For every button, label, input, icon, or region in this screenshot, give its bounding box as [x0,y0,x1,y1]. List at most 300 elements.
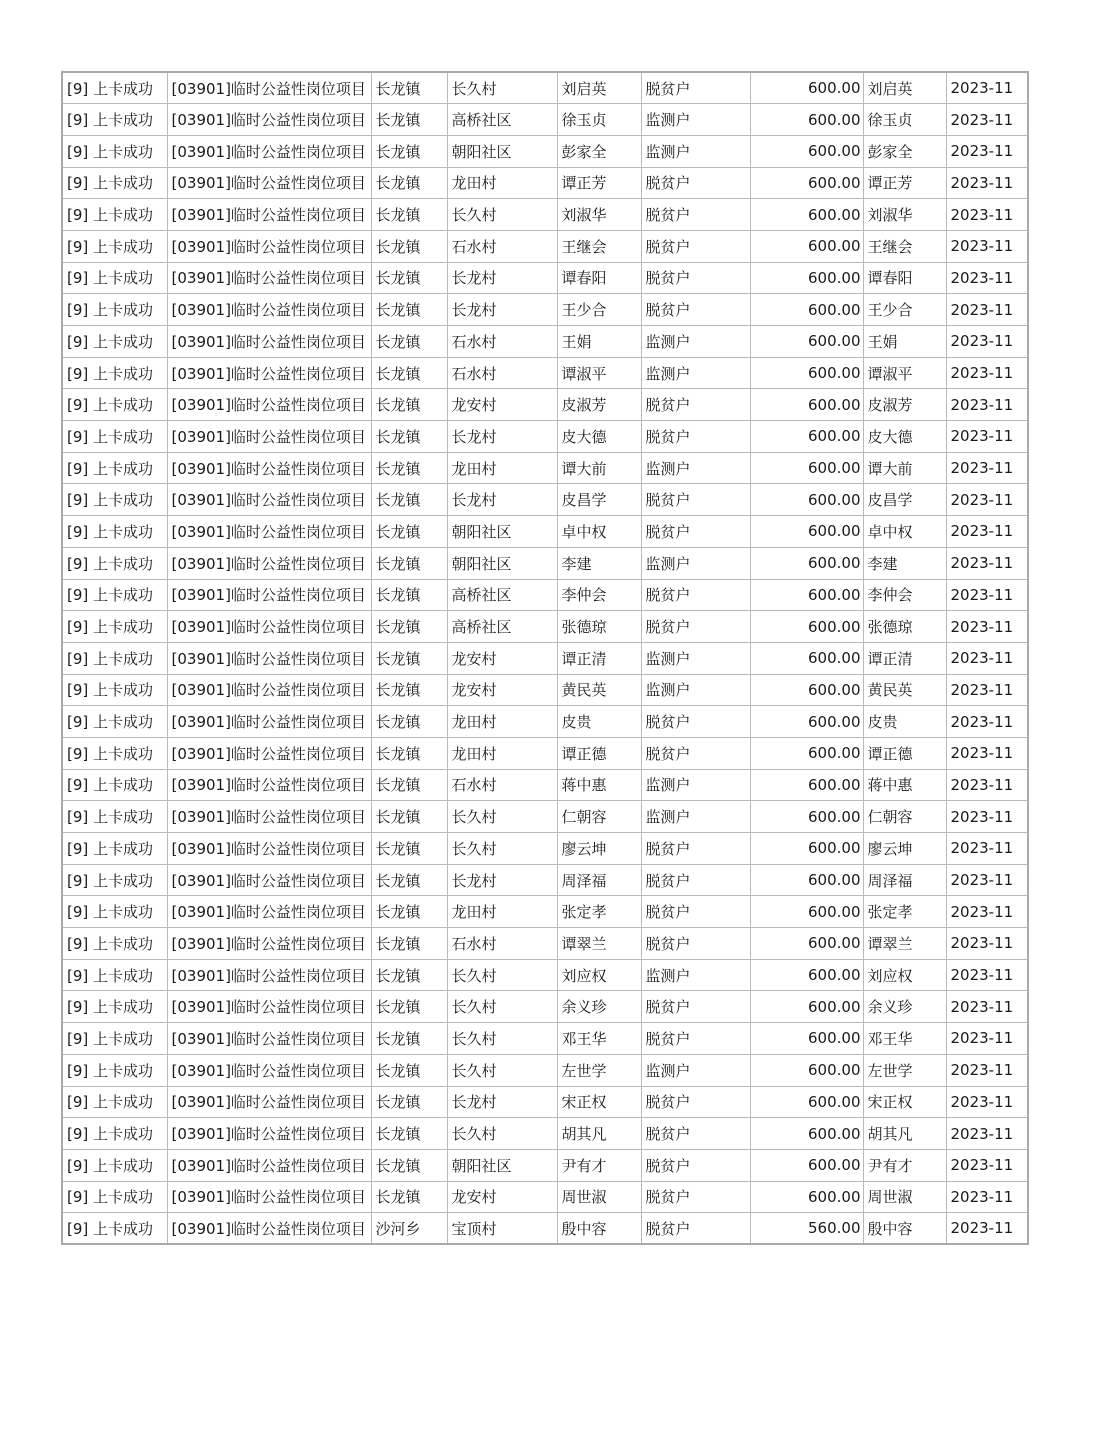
village-cell: 长久村 [447,959,557,991]
status-cell: [9] 上卡成功 [62,1213,167,1245]
table-row [62,452,1028,484]
period-cell: 2023-11 [946,516,1028,548]
table-row [62,421,1028,453]
table-row [62,1023,1028,1055]
payee-cell: 刘应权 [863,959,946,991]
payee-cell: 尹有才 [863,1149,946,1181]
payment-sheet [61,71,1029,1245]
payee-cell: 王少合 [863,294,946,326]
amount-cell: 600.00 [750,135,863,167]
table-row [62,262,1028,294]
status-cell: [9] 上卡成功 [62,801,167,833]
category-cell: 脱贫户 [641,199,750,231]
project-cell: [03901]临时公益性岗位项目 [167,1213,371,1245]
amount-cell: 600.00 [750,801,863,833]
name-cell: 张德琼 [557,611,641,643]
category-cell: 脱贫户 [641,706,750,738]
amount-cell: 600.00 [750,991,863,1023]
project-cell: [03901]临时公益性岗位项目 [167,928,371,960]
amount-cell: 600.00 [750,1149,863,1181]
amount-cell: 600.00 [750,1054,863,1086]
category-cell: 脱贫户 [641,294,750,326]
project-cell: [03901]临时公益性岗位项目 [167,706,371,738]
table-row [62,294,1028,326]
amount-cell: 600.00 [750,928,863,960]
status-cell: [9] 上卡成功 [62,262,167,294]
period-cell: 2023-11 [946,72,1028,104]
table-row [62,389,1028,421]
status-cell: [9] 上卡成功 [62,1054,167,1086]
category-cell: 脱贫户 [641,737,750,769]
category-cell: 脱贫户 [641,1086,750,1118]
category-cell: 脱贫户 [641,1023,750,1055]
category-cell: 脱贫户 [641,928,750,960]
status-cell: [9] 上卡成功 [62,294,167,326]
village-cell: 朝阳社区 [447,135,557,167]
period-cell: 2023-11 [946,1149,1028,1181]
payee-cell: 谭正清 [863,642,946,674]
village-cell: 长久村 [447,801,557,833]
status-cell: [9] 上卡成功 [62,547,167,579]
village-cell: 龙安村 [447,642,557,674]
project-cell: [03901]临时公益性岗位项目 [167,167,371,199]
name-cell: 徐玉贞 [557,104,641,136]
project-cell: [03901]临时公益性岗位项目 [167,833,371,865]
category-cell: 脱贫户 [641,833,750,865]
period-cell: 2023-11 [946,230,1028,262]
period-cell: 2023-11 [946,135,1028,167]
name-cell: 谭大前 [557,452,641,484]
village-cell: 长龙村 [447,484,557,516]
amount-cell: 600.00 [750,547,863,579]
table-row [62,547,1028,579]
amount-cell: 600.00 [750,864,863,896]
period-cell: 2023-11 [946,1118,1028,1150]
village-cell: 长久村 [447,1118,557,1150]
payee-cell: 蒋中惠 [863,769,946,801]
category-cell: 脱贫户 [641,864,750,896]
village-cell: 长久村 [447,1054,557,1086]
period-cell: 2023-11 [946,167,1028,199]
payee-cell: 周泽福 [863,864,946,896]
village-cell: 长久村 [447,199,557,231]
payee-cell: 邓王华 [863,1023,946,1055]
name-cell: 廖云坤 [557,833,641,865]
amount-cell: 600.00 [750,674,863,706]
table-row [62,864,1028,896]
category-cell: 脱贫户 [641,1213,750,1245]
name-cell: 刘淑华 [557,199,641,231]
town-cell: 长龙镇 [371,294,447,326]
status-cell: [9] 上卡成功 [62,737,167,769]
project-cell: [03901]临时公益性岗位项目 [167,737,371,769]
project-cell: [03901]临时公益性岗位项目 [167,547,371,579]
project-cell: [03901]临时公益性岗位项目 [167,1054,371,1086]
village-cell: 长龙村 [447,262,557,294]
period-cell: 2023-11 [946,991,1028,1023]
category-cell: 脱贫户 [641,1181,750,1213]
table-row [62,1181,1028,1213]
name-cell: 刘应权 [557,959,641,991]
status-cell: [9] 上卡成功 [62,389,167,421]
village-cell: 宝顶村 [447,1213,557,1245]
village-cell: 龙田村 [447,737,557,769]
payee-cell: 王继会 [863,230,946,262]
category-cell: 脱贫户 [641,1149,750,1181]
name-cell: 皮大德 [557,421,641,453]
name-cell: 卓中权 [557,516,641,548]
period-cell: 2023-11 [946,389,1028,421]
period-cell: 2023-11 [946,1213,1028,1245]
table-row [62,1149,1028,1181]
amount-cell: 600.00 [750,484,863,516]
payee-cell: 余义珍 [863,991,946,1023]
town-cell: 长龙镇 [371,1118,447,1150]
table-body [62,72,1028,1244]
name-cell: 谭翠兰 [557,928,641,960]
period-cell: 2023-11 [946,326,1028,358]
amount-cell: 560.00 [750,1213,863,1245]
category-cell: 脱贫户 [641,421,750,453]
category-cell: 监测户 [641,769,750,801]
payee-cell: 谭正芳 [863,167,946,199]
name-cell: 谭正清 [557,642,641,674]
project-cell: [03901]临时公益性岗位项目 [167,135,371,167]
name-cell: 仁朝容 [557,801,641,833]
amount-cell: 600.00 [750,294,863,326]
town-cell: 长龙镇 [371,737,447,769]
period-cell: 2023-11 [946,294,1028,326]
town-cell: 长龙镇 [371,135,447,167]
status-cell: [9] 上卡成功 [62,991,167,1023]
project-cell: [03901]临时公益性岗位项目 [167,357,371,389]
project-cell: [03901]临时公益性岗位项目 [167,516,371,548]
amount-cell: 600.00 [750,389,863,421]
period-cell: 2023-11 [946,833,1028,865]
period-cell: 2023-11 [946,737,1028,769]
name-cell: 黄民英 [557,674,641,706]
amount-cell: 600.00 [750,262,863,294]
status-cell: [9] 上卡成功 [62,1118,167,1150]
table-row [62,737,1028,769]
status-cell: [9] 上卡成功 [62,230,167,262]
category-cell: 监测户 [641,357,750,389]
amount-cell: 600.00 [750,72,863,104]
category-cell: 监测户 [641,452,750,484]
table-row [62,230,1028,262]
payee-cell: 刘启英 [863,72,946,104]
table-row [62,1086,1028,1118]
village-cell: 长龙村 [447,421,557,453]
project-cell: [03901]临时公益性岗位项目 [167,199,371,231]
amount-cell: 600.00 [750,737,863,769]
period-cell: 2023-11 [946,579,1028,611]
town-cell: 长龙镇 [371,516,447,548]
table-row [62,1054,1028,1086]
status-cell: [9] 上卡成功 [62,104,167,136]
category-cell: 监测户 [641,642,750,674]
amount-cell: 600.00 [750,706,863,738]
period-cell: 2023-11 [946,706,1028,738]
village-cell: 龙田村 [447,896,557,928]
village-cell: 长久村 [447,833,557,865]
table-row [62,896,1028,928]
town-cell: 长龙镇 [371,357,447,389]
table-row [62,199,1028,231]
payee-cell: 皮贵 [863,706,946,738]
name-cell: 谭淑平 [557,357,641,389]
town-cell: 长龙镇 [371,1023,447,1055]
status-cell: [9] 上卡成功 [62,516,167,548]
town-cell: 长龙镇 [371,1086,447,1118]
payee-cell: 皮昌学 [863,484,946,516]
table-row [62,167,1028,199]
project-cell: [03901]临时公益性岗位项目 [167,72,371,104]
town-cell: 长龙镇 [371,1181,447,1213]
category-cell: 脱贫户 [641,262,750,294]
town-cell: 长龙镇 [371,896,447,928]
period-cell: 2023-11 [946,421,1028,453]
name-cell: 尹有才 [557,1149,641,1181]
table-row [62,706,1028,738]
status-cell: [9] 上卡成功 [62,706,167,738]
project-cell: [03901]临时公益性岗位项目 [167,674,371,706]
amount-cell: 600.00 [750,1118,863,1150]
village-cell: 长龙村 [447,294,557,326]
town-cell: 长龙镇 [371,104,447,136]
project-cell: [03901]临时公益性岗位项目 [167,230,371,262]
amount-cell: 600.00 [750,516,863,548]
amount-cell: 600.00 [750,452,863,484]
village-cell: 龙安村 [447,674,557,706]
amount-cell: 600.00 [750,611,863,643]
project-cell: [03901]临时公益性岗位项目 [167,991,371,1023]
amount-cell: 600.00 [750,769,863,801]
town-cell: 长龙镇 [371,928,447,960]
payee-cell: 皮大德 [863,421,946,453]
name-cell: 谭正芳 [557,167,641,199]
payee-cell: 彭家全 [863,135,946,167]
village-cell: 长久村 [447,72,557,104]
payee-cell: 谭正德 [863,737,946,769]
period-cell: 2023-11 [946,769,1028,801]
category-cell: 脱贫户 [641,484,750,516]
project-cell: [03901]临时公益性岗位项目 [167,579,371,611]
period-cell: 2023-11 [946,896,1028,928]
status-cell: [9] 上卡成功 [62,326,167,358]
project-cell: [03901]临时公益性岗位项目 [167,1118,371,1150]
name-cell: 余义珍 [557,991,641,1023]
table-row [62,72,1028,104]
payment-table [61,71,1029,1245]
amount-cell: 600.00 [750,199,863,231]
category-cell: 监测户 [641,104,750,136]
town-cell: 长龙镇 [371,674,447,706]
town-cell: 长龙镇 [371,1149,447,1181]
name-cell: 皮淑芳 [557,389,641,421]
amount-cell: 600.00 [750,230,863,262]
project-cell: [03901]临时公益性岗位项目 [167,104,371,136]
amount-cell: 600.00 [750,1181,863,1213]
project-cell: [03901]临时公益性岗位项目 [167,389,371,421]
payee-cell: 廖云坤 [863,833,946,865]
table-row [62,484,1028,516]
period-cell: 2023-11 [946,357,1028,389]
project-cell: [03901]临时公益性岗位项目 [167,769,371,801]
town-cell: 长龙镇 [371,230,447,262]
project-cell: [03901]临时公益性岗位项目 [167,1149,371,1181]
village-cell: 龙安村 [447,389,557,421]
village-cell: 长龙村 [447,864,557,896]
category-cell: 脱贫户 [641,72,750,104]
town-cell: 长龙镇 [371,864,447,896]
table-row [62,801,1028,833]
payee-cell: 仁朝容 [863,801,946,833]
town-cell: 长龙镇 [371,991,447,1023]
town-cell: 长龙镇 [371,452,447,484]
status-cell: [9] 上卡成功 [62,674,167,706]
table-row [62,928,1028,960]
project-cell: [03901]临时公益性岗位项目 [167,294,371,326]
table-row [62,579,1028,611]
period-cell: 2023-11 [946,642,1028,674]
period-cell: 2023-11 [946,1054,1028,1086]
name-cell: 王少合 [557,294,641,326]
name-cell: 周世淑 [557,1181,641,1213]
status-cell: [9] 上卡成功 [62,896,167,928]
name-cell: 王继会 [557,230,641,262]
amount-cell: 600.00 [750,896,863,928]
project-cell: [03901]临时公益性岗位项目 [167,484,371,516]
amount-cell: 600.00 [750,959,863,991]
town-cell: 长龙镇 [371,389,447,421]
category-cell: 脱贫户 [641,389,750,421]
table-row [62,516,1028,548]
table-row [62,769,1028,801]
status-cell: [9] 上卡成功 [62,135,167,167]
category-cell: 脱贫户 [641,611,750,643]
category-cell: 监测户 [641,1054,750,1086]
village-cell: 高桥社区 [447,104,557,136]
name-cell: 胡其凡 [557,1118,641,1150]
category-cell: 脱贫户 [641,230,750,262]
amount-cell: 600.00 [750,1086,863,1118]
project-cell: [03901]临时公益性岗位项目 [167,452,371,484]
table-row [62,991,1028,1023]
table-row [62,357,1028,389]
village-cell: 长久村 [447,991,557,1023]
name-cell: 皮贵 [557,706,641,738]
village-cell: 龙安村 [447,1181,557,1213]
period-cell: 2023-11 [946,199,1028,231]
project-cell: [03901]临时公益性岗位项目 [167,262,371,294]
town-cell: 长龙镇 [371,579,447,611]
project-cell: [03901]临时公益性岗位项目 [167,801,371,833]
payee-cell: 胡其凡 [863,1118,946,1150]
town-cell: 长龙镇 [371,547,447,579]
period-cell: 2023-11 [946,611,1028,643]
project-cell: [03901]临时公益性岗位项目 [167,1181,371,1213]
payee-cell: 周世淑 [863,1181,946,1213]
status-cell: [9] 上卡成功 [62,1149,167,1181]
payee-cell: 李仲会 [863,579,946,611]
status-cell: [9] 上卡成功 [62,642,167,674]
status-cell: [9] 上卡成功 [62,484,167,516]
village-cell: 朝阳社区 [447,547,557,579]
name-cell: 谭春阳 [557,262,641,294]
period-cell: 2023-11 [946,1086,1028,1118]
village-cell: 石水村 [447,928,557,960]
period-cell: 2023-11 [946,1181,1028,1213]
village-cell: 长久村 [447,1023,557,1055]
project-cell: [03901]临时公益性岗位项目 [167,421,371,453]
payee-cell: 王娟 [863,326,946,358]
village-cell: 龙田村 [447,167,557,199]
amount-cell: 600.00 [750,421,863,453]
period-cell: 2023-11 [946,801,1028,833]
village-cell: 朝阳社区 [447,1149,557,1181]
category-cell: 脱贫户 [641,516,750,548]
project-cell: [03901]临时公益性岗位项目 [167,1023,371,1055]
payee-cell: 张定孝 [863,896,946,928]
project-cell: [03901]临时公益性岗位项目 [167,864,371,896]
town-cell: 长龙镇 [371,611,447,643]
name-cell: 王娟 [557,326,641,358]
status-cell: [9] 上卡成功 [62,452,167,484]
category-cell: 脱贫户 [641,896,750,928]
amount-cell: 600.00 [750,642,863,674]
payee-cell: 徐玉贞 [863,104,946,136]
amount-cell: 600.00 [750,104,863,136]
table-row [62,674,1028,706]
category-cell: 监测户 [641,547,750,579]
status-cell: [9] 上卡成功 [62,72,167,104]
status-cell: [9] 上卡成功 [62,1023,167,1055]
name-cell: 皮昌学 [557,484,641,516]
status-cell: [9] 上卡成功 [62,959,167,991]
payee-cell: 刘淑华 [863,199,946,231]
table-row [62,959,1028,991]
table-row [62,833,1028,865]
village-cell: 石水村 [447,357,557,389]
period-cell: 2023-11 [946,864,1028,896]
category-cell: 监测户 [641,674,750,706]
status-cell: [9] 上卡成功 [62,421,167,453]
town-cell: 长龙镇 [371,199,447,231]
village-cell: 龙田村 [447,706,557,738]
name-cell: 邓王华 [557,1023,641,1055]
payee-cell: 谭淑平 [863,357,946,389]
town-cell: 长龙镇 [371,484,447,516]
status-cell: [9] 上卡成功 [62,167,167,199]
category-cell: 脱贫户 [641,579,750,611]
name-cell: 李仲会 [557,579,641,611]
town-cell: 长龙镇 [371,262,447,294]
payee-cell: 卓中权 [863,516,946,548]
period-cell: 2023-11 [946,547,1028,579]
name-cell: 宋正权 [557,1086,641,1118]
category-cell: 脱贫户 [641,1118,750,1150]
table-row [62,611,1028,643]
payee-cell: 左世学 [863,1054,946,1086]
table-row [62,1213,1028,1245]
category-cell: 监测户 [641,801,750,833]
village-cell: 长龙村 [447,1086,557,1118]
village-cell: 石水村 [447,769,557,801]
period-cell: 2023-11 [946,928,1028,960]
name-cell: 左世学 [557,1054,641,1086]
name-cell: 殷中容 [557,1213,641,1245]
